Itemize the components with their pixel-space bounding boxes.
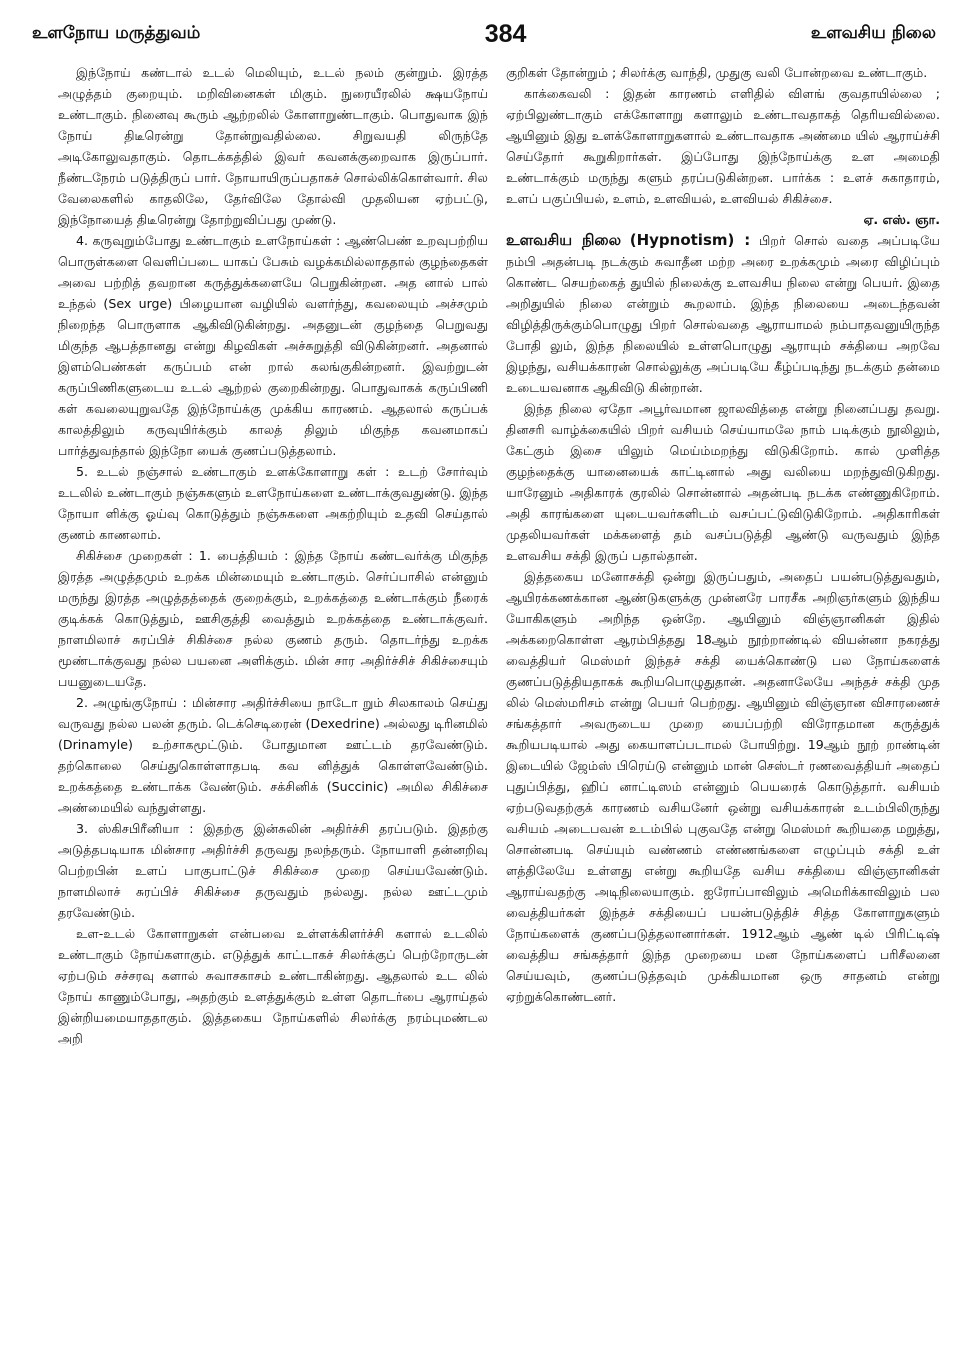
page-header [32,14,936,54]
paragraph-left-7: உள-உடல் கோளாறுகள் என்பவை உள்ளக்கிளர்ச்சி களால் உடலில் உண்டாகும் நோய்களாகும். எடுத்துக் காட்டாகச் சிலர்க்குப் பெற்றோருடன் ஏற்படும் சச்சரவு களால் சுவாசகாசம் உண்டாகின்றது. ஆதலால் உட லில் நோய் காணும்போது, அதற்கும் உளத்துக்கும் உள்ள தொடர்பை ஆராய்தல் இன்றியமையாததாகும். இத்தகைய நோய்களில் சிலர்க்கு நரம்புமண்டல அறி [58,926,488,1046]
paragraph-right-2: காக்கைவலி : இதன் காரணம் எளிதில் விளங் குவதாயில்லை ; ஏற்பிலுண்டாகும் எக்கோளாறு களாலும் உண்டாவதாகத் தெரியவில்லை. ஆயினும் இது உளக்கோளாறுகளால் உண்டாவதாக அண்மை யில் ஆராய்ச்சி செய்தோர் கூறுகிறார்கள். இப்போது இந்நோய்க்கு உள அமைதி உண்டாக்கும் மருந்து களும் தரப்படுகின்றன. பார்க்க : உளச் சுகாதாரம், உளப் பகுப்பியல், உளம், உளவியல், உளவியல் சிகிச்சை. [506,86,940,206]
paragraph-right-5: இத்தகைய மனோசக்தி ஒன்று இருப்பதும், அதைப் பயன்படுத்துவதும், ஆயிரக்கணக்கான ஆண்டுகளுக்கு முன்னரே பாரசீக அறிஞர்களும் இந்திய யோகிகளும் அறிந்த ஒன்றே. ஆயினும் விஞ்ஞானிகள் இதில் அக்கறைகொள்ள ஆரம்பித்தது 18ஆம் நூற்றாண்டில் வியன்னா நகரத்து வைத்தியர் மெஸ்மர் இந்தச் சக்தி யைக்கொண்டு பல நோய்களைக் குணப்படுத்தியதாகக் கூறியபொழுதுதான். அதனாலேயே அந்தச் சக்தி முத லில் மெஸ்மரிசம் என்று பெயர் பெற்றது. ஆயினும் விஞ்ஞான விசாரணைச் சங்கத்தார் அவருடைய முறை யைப்பற்றி விரோதமான கருத்துக் கூறியபடியால் அது கையாளப்படாமல் போயிற்று. 19ஆம் நூற் றாண்டின் இடையில் ஜேம்ஸ் பிரெய்டு என்னும் மான் செஸ்டர் ரணவைத்தியர் அதைப் புதுப்பித்து, ஹிப் னாட்டிஸம் என்னும் பெயரைக் கொடுத்தார். வசியம் ஏற்படுவதற்குக் காரணம் வசியனேர் ஒன்று வசியக்காரன் உடம்பிலிருந்து வசியம் அடைபவன் உடம்பில் புகுவதே என்று மெஸ்மர் கூறியதை மறுத்து, சொன்னபடி செய்யும் வண்ணம் எண்ணங்களை எழுப்பும் சக்தி உள் ளத்திலேயே உள்ளது என்று கூறியதே வசிய சக்தியை விஞ்ஞானிகள் ஆராய்வதற்கு அடிநிலையாகும். ஐரோப்பாவிலும் அமெரிக்காவிலும் பல வைத்தியர்கள் இந்தச் சக்தியைப் பயன்படுத்திச் சித்த கோளாறுகளும் நோய்களைக் குணப்படுத்தலானார்கள். 1912ஆம் ஆண் டில் பிரிட்டிஷ் வைத்திய சங்கத்தார் இந்த முறையை மன நோய்களைப் பரிசீலனை செய்யவும், குணப்படுத்தவும் முக்கியமான ஒரு சாதனம் என்று ஏற்றுக்கொண்டனர். [506,569,940,1004]
article-heading-english: (Hypnotism) : [629,231,751,249]
running-title-right: உளவசிய நிலை [810,23,936,43]
article-intro [506,230,940,398]
paragraph-left-2: 4. கருவுறும்போது உண்டாகும் உளநோய்கள் : ஆண்பெண் உறவுபற்றிய பொருள்களை வெளிப்படை யாகப் பேசும் வழக்கமில்லாததால் குழந்தைகள் அவை பற்றித் தவறான கருத்துக்களையே பெறுகின்றன. அத னால் பால் உந்தல் (Sex urge) பிழையான வழியில் வளர்ந்து, கவலையும் அச்சமும் நிறைந்த பொருளாக ஆகிவிடுகின்றது. அதனுடன் குழந்தை பெறுவது மிகுந்த ஆபத்தானது என்று கிழவிகள் அச்சுறுத்தி விடுகின்றனர். அதனால் இளம்பெண்கள் கருப்பம் என் றால் கலங்குகின்றனர். இவற்றுடன் கருப்பிணிகளுடைய உடல் ஆற்றல் குறைகின்றது. பொதுவாகக் கருப்பிணி கள் கவலையுறுவதே இந்நோய்க்கு முக்கிய காரணம். ஆதலால் கருப்பக் காலத்திலும் கருவுயிர்க்கும் காலத் திலும் மிகுந்த கவனமாகப் பார்த்துவந்தால் இந்நோ யைக் குணப்படுத்தலாம். [58,233,488,458]
article-intro-text: பிறர் சொல் வதை அப்படியே நம்பி அதன்படி நடக்கும் சுவாதீன மற்ற அரை உறக்கமும் அரை விழிப்பும் கொண்ட செயற்கைத் துயில் நிலைக்கு உளவசிய நிலை என்று பெயர். இதை அறிதுயில் நிலை என்றும் கூறலாம். இந்த நிலையை அடைந்தவன் விழித்திருக்கும்பொழுது பிறர் சொல்வதை ஆராயாமல் நம்பாதவனுயிருந்த போதி லும், இந்த நிலையில் உள்ளபொழுது ஆராயும் சக்தியை அறவே இழந்து, வசியக்காரன் சொல்லுக்கு அப்படியே கீழ்ப்படிந்து நடக்கும் தன்மை உடையவனாக ஆகிவிடு கின்றான். [506,233,940,395]
paragraph-right-4: இந்த நிலை ஏதோ அபூர்வமான ஜாலவித்தை என்று நினைப்பது தவறு. தினசரி வாழ்க்கையில் பிறர் வசியம் செய்யாமலே நாம் படிக்கும் நூலிலும், கேட்கும் இசை யிலும் மெய்ம்மறந்து விடுகிறோம். கால் முளித்த குழந்தைக்கு யானையைக் காட்டினால் அது வலியை மறந்துவிடுகிறது. யாரேனும் அதிகாரக் குரலில் சொன்னால் அதன்படி நடக்க எண்ணுகிறோம். அதி காரங்களை யுடையவர்களிடம் வசப்பட்டுவிடுகிறோம். அதிகாரிகள் முதலியவர்கள் மக்களைத் தம் வசப்படுத்தி ஆண்டு வருவதும் இந்த உளவசிய சக்தி இருப் பதால்தான். [506,401,940,563]
paragraph-right-1: குறிகள் தோன்றும் ; சிலர்க்கு வாந்தி, முதுகு வலி போன்றவை உண்டாகும். [506,65,928,80]
running-title-left: உளநோய மருத்துவம் [32,23,201,43]
right-column [506,62,940,1007]
paragraph-left-6: 3. ஸ்கிசபிரீனியா : இதற்கு இன்சுலின் அதிர்ச்சி தரப்படும். இதற்கு அடுத்தபடியாக மின்சார அதிர்ச்சி தருவது நலந்தரும். நோயாளி தன்னறிவு பெற்றபின் உளப் பாகுபாட்டுச் சிகிச்சை முறை செய்யவேண்டும். நாளமிலாச் சுரப்பிச் சிகிச்சை தருவதும் நல்லது. நல்ல ஊட்டமும் தரவேண்டும். [58,821,488,920]
paragraph-left-4: சிகிச்சை முறைகள் : 1. பைத்தியம் : இந்த நோய் கண்டவர்க்கு மிகுந்த இரத்த அழுத்தமும் உறக்க மின்மையும் உண்டாகும். செர்ப்பாசில் என்னும் மருந்து இரத்த அழுத்தத்தைக் குறைக்கும், உறக்கத்தை உண்டாக்கும் நீரைக் குடிக்கக் கொடுத்தும், ஊசிகுத்தி வைத்தும் உறக்கத்தை உண்டாக்குவர். நாளமிலாச் சுரப்பிச் சிகிச்சை நல்ல குணம் தரும். தொடர்ந்து உறக்க மூண்டாக்குவது நல்ல பயனை அளிக்கும். மின் சார அதிர்ச்சிச் சிகிச்சையும் பயனுடையதே. [58,548,488,689]
left-column [58,62,488,1049]
paragraph-left-5: 2. அழுங்குநோய் : மின்சார அதிர்ச்சியை நாடோ றும் சிலகாலம் செய்து வருவது நல்ல பலன் தரும். டெக்செடிரைன் (Dexedrine) அல்லது டிரினமில் (Drinamyle) உற்சாகமூட்டும். போதுமான ஊட்டம் தரவேண்டும். தற்கொலை செய்துகொள்ளாதபடி கவ னித்துக் கொள்ளவேண்டும். உறக்கத்தை உண்டாக்க வேண்டும். சக்சினிக் (Succinic) அமில சிகிச்சை அண்மையில் வந்துள்ளது. [58,695,488,815]
article-heading: உளவசிய நிலை [506,231,622,249]
author-signature: ஏ. எஸ். ஞா. [863,212,940,227]
paragraph-left-3: 5. உடல் நஞ்சால் உண்டாகும் உளக்கோளாறு கள் : உடற் சோர்வும் உடலில் உண்டாகும் நஞ்சுகளும் உளநோய்களை உண்டாக்குவதுண்டு. இந்த நோயா ளிக்கு ஓய்வு கொடுத்தும் நஞ்சுகளை அகற்றியும் உதவி செய்தால் குணம் காணலாம். [58,464,488,542]
paragraph-left-1: இந்நோய் கண்டால் உடல் மெலியும், உடல் நலம் குன்றும். இரத்த அழுத்தம் குறையும். மறிவினைகள் மிகும். நுரையீரலில் க்ஷயநோய் உண்டாகும். நினைவு கூரும் ஆற்றலில் கோளாறுண்டாகும். பொதுவாக இந் நோய் திடீரென்று தோன்றுவதில்லை. சிறுவயதி லிருந்தே அடிகோலுவதாகும். தொடக்கத்தில் இவர் கவனக்குறைவாக இருப்பார். நீண்டநேரம் படுத்திருப் பார். நோயாயிருப்பதாகச் சொல்லிக்கொள்வார். சில வேலைகளில் காதலிலே, தேர்விலே தோல்வி முதலியன ஏற்பட்டு, இந்நோயைத் திடீரென்று தோற்றுவிப்பது முண்டு. [58,65,488,227]
page-number: 384 [484,19,527,48]
